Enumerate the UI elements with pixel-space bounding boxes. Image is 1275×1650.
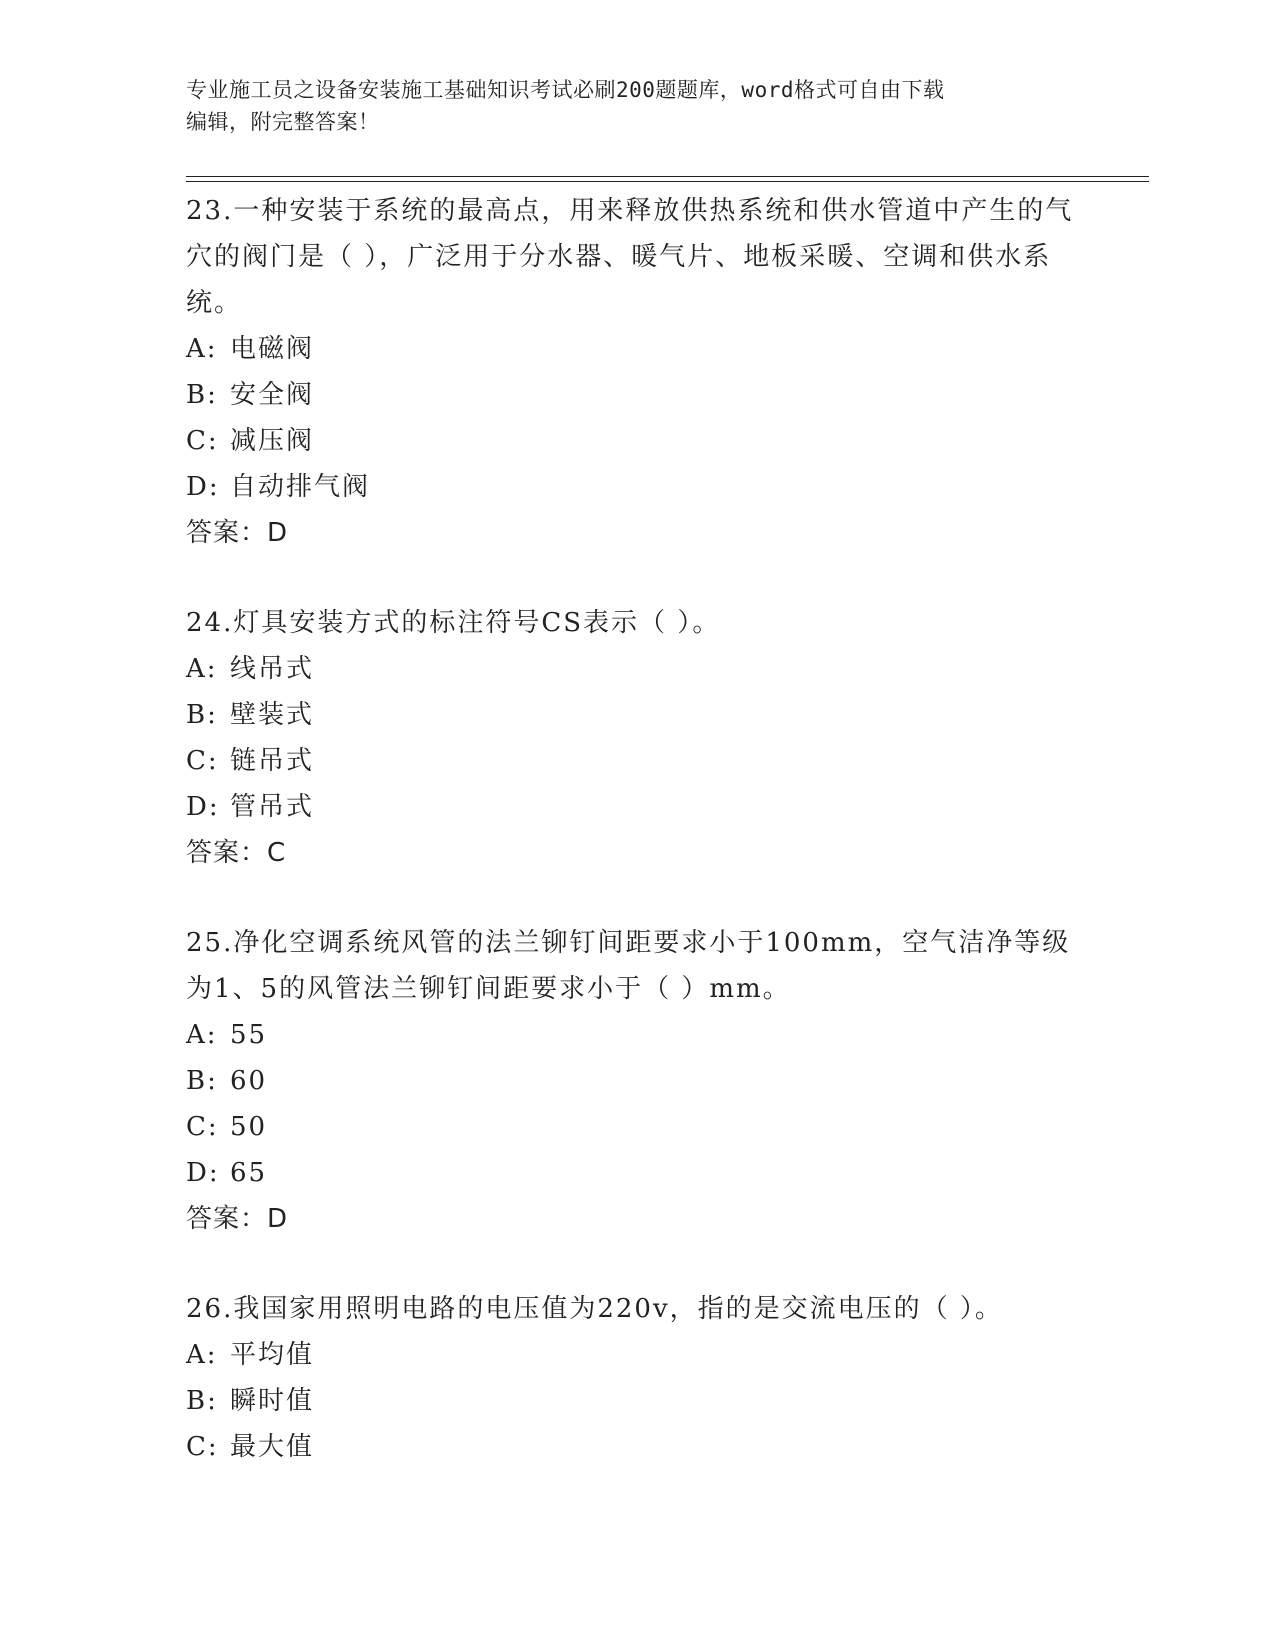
question-stem: 23.一种安装于系统的最高点，用来释放供热系统和供水管道中产生的气穴的阀门是（ ），广泛用于分水器、暖气片、地板采暖、空调和供水系统。	[186, 196, 1074, 318]
question-25	[186, 920, 1086, 1242]
option-letter: C:	[186, 426, 219, 456]
option-letter: A:	[186, 334, 218, 364]
option-text: 60	[230, 1066, 268, 1096]
option-text: 自动排气阀	[230, 472, 371, 502]
option-c	[186, 1424, 1086, 1470]
option-a	[186, 646, 1086, 692]
option-text: 65	[230, 1158, 268, 1188]
option-text: 链吊式	[230, 746, 315, 776]
answer-line: 答案：D	[186, 518, 289, 548]
question-spacer	[186, 1242, 1086, 1286]
question-23	[186, 188, 1086, 556]
option-a	[186, 326, 1086, 372]
option-a	[186, 1332, 1086, 1378]
option-text: 瞬时值	[230, 1386, 315, 1416]
option-d	[186, 1150, 1086, 1196]
option-text: 管吊式	[230, 792, 315, 822]
option-a	[186, 1012, 1086, 1058]
option-text: 50	[230, 1112, 268, 1142]
option-letter: D:	[186, 792, 220, 822]
option-letter: C:	[186, 1432, 219, 1462]
option-text: 壁装式	[230, 700, 315, 730]
option-letter: B:	[186, 700, 218, 730]
document-header	[186, 74, 1086, 138]
option-letter: C:	[186, 746, 219, 776]
option-text: 平均值	[230, 1340, 315, 1370]
option-text: 55	[230, 1020, 268, 1050]
option-letter: B:	[186, 1386, 218, 1416]
option-text: 线吊式	[230, 654, 315, 684]
question-stem: 25.净化空调系统风管的法兰铆钉间距要求小于100mm，空气洁净等级为1、5的风管法兰铆钉间距要求小于（ ）mm。	[186, 928, 1071, 1004]
option-b	[186, 1378, 1086, 1424]
option-text: 最大值	[230, 1432, 315, 1462]
option-text: 减压阀	[230, 426, 315, 456]
header-title-line-2: 编辑，附完整答案！	[186, 110, 380, 134]
question-stem: 24.灯具安装方式的标注符号CS表示（ ）。	[186, 608, 721, 638]
header-title-line-1: 专业施工员之设备安装施工基础知识考试必刷200题题库，word格式可自由下载	[186, 78, 945, 102]
option-c	[186, 1104, 1086, 1150]
question-26	[186, 1286, 1086, 1470]
option-b	[186, 692, 1086, 738]
header-divider-top	[186, 176, 1149, 177]
header-divider-bottom	[186, 181, 1149, 182]
option-letter: B:	[186, 1066, 218, 1096]
question-list	[186, 188, 1086, 1470]
option-letter: C:	[186, 1112, 219, 1142]
answer-line: 答案：C	[186, 838, 287, 868]
question-24	[186, 600, 1086, 876]
option-d	[186, 784, 1086, 830]
option-text: 电磁阀	[230, 334, 315, 364]
question-stem: 26.我国家用照明电路的电压值为220v，指的是交流电压的（ ）。	[186, 1294, 1003, 1324]
option-b	[186, 372, 1086, 418]
option-b	[186, 1058, 1086, 1104]
option-c	[186, 418, 1086, 464]
option-letter: A:	[186, 1020, 218, 1050]
question-spacer	[186, 556, 1086, 600]
option-d	[186, 464, 1086, 510]
option-text: 安全阀	[230, 380, 315, 410]
option-letter: D:	[186, 1158, 220, 1188]
answer-line: 答案：D	[186, 1204, 289, 1234]
question-spacer	[186, 876, 1086, 920]
option-letter: B:	[186, 380, 218, 410]
option-letter: A:	[186, 1340, 218, 1370]
option-c	[186, 738, 1086, 784]
option-letter: A:	[186, 654, 218, 684]
option-letter: D:	[186, 472, 220, 502]
